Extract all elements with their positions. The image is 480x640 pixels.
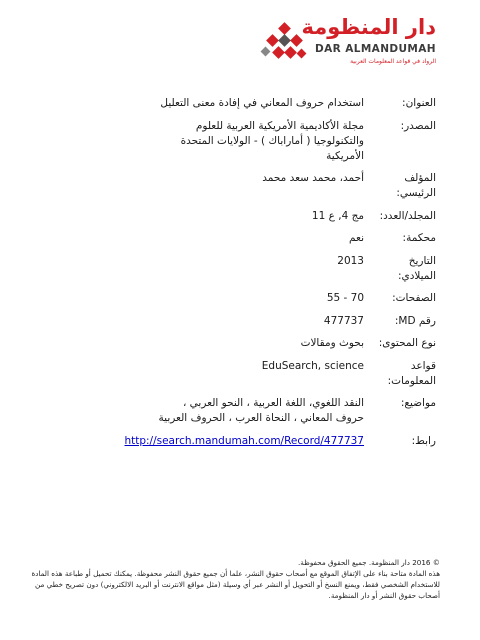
field-volume-issue xyxy=(155,209,436,224)
field-label: المؤلف الرئيسي: xyxy=(396,172,436,199)
field-peer-reviewed xyxy=(155,231,436,246)
field-label: التاريخ الميلادي: xyxy=(397,254,436,282)
field-value: 55 - 70 xyxy=(326,292,364,304)
field-link xyxy=(124,434,436,449)
record-metadata xyxy=(124,96,436,456)
copyright-line: © 2016 دار المنظومة. جميع الحقوق محفوظة. xyxy=(297,558,440,567)
field-value: 477737 xyxy=(323,314,364,327)
logo-english-text: DAR ALMANDUMAH xyxy=(315,43,436,55)
copyright-footer xyxy=(22,557,440,601)
publisher-logo xyxy=(270,12,440,74)
field-value: بحوث ومقالات xyxy=(300,337,364,349)
field-label: المجلد/العدد: xyxy=(379,209,436,222)
field-pages xyxy=(155,291,436,306)
rights-notice: هذه المادة متاحة بناء على الإتفاق الموقع مع أصحاب حقوق النشر، علما أن جميع حقوق النشر محفوظة. يمكنك تحميل أو طباعة هذه المادة للاستخدام الشخصي فقط، ويمنع النسخ أو التحويل أو النشر عبر أي وسيلة (مثل مواقع الانترنت أو البريد الالكتروني) دون تصريح خطي من أصحاب حقوق النشر أو دار المنظومة. xyxy=(31,569,440,600)
field-value: مجلة الأكاديمية الأمريكية العربية للعلوم والتكنولوجيا ( أماراباك ) - الولايات المتحدة الأمريكية xyxy=(180,119,364,162)
field-author xyxy=(155,171,436,201)
field-label: العنوان: xyxy=(402,97,436,109)
field-label: نوع المحتوى: xyxy=(378,337,436,349)
field-date xyxy=(155,254,436,284)
field-value: النقد اللغوي، اللغة العربية ، النحو العربي ، حروف المعاني ، النحاة العرب ، الحروف العربية xyxy=(158,397,364,424)
record-link[interactable]: http://search.mandumah.com/Record/477737 xyxy=(124,434,364,447)
field-subjects xyxy=(155,396,436,426)
field-label: رابط: xyxy=(411,434,436,447)
field-value: أحمد، محمد سعد محمد xyxy=(262,172,364,184)
field-label: مواضيع: xyxy=(400,397,436,409)
logo-tagline: الرواد في قواعد المعلومات العربية xyxy=(350,58,436,65)
field-label: قواعد المعلومات: xyxy=(387,359,436,387)
field-md-number xyxy=(155,314,436,329)
field-title xyxy=(155,96,436,111)
field-value: EduSearch, science xyxy=(261,359,364,372)
field-source xyxy=(155,119,436,164)
field-content-type xyxy=(155,336,436,351)
field-value: استخدام حروف المعاني في إفادة معنى التعليل xyxy=(160,97,364,109)
field-label: الصفحات: xyxy=(392,292,436,304)
field-value: نعم xyxy=(349,232,364,244)
field-label: المصدر: xyxy=(400,119,436,132)
field-value: مج 4, ع 11 xyxy=(311,209,364,222)
field-value: 2013 xyxy=(337,254,364,267)
field-label: محكمة: xyxy=(402,232,436,244)
field-label: رقم MD: xyxy=(394,314,436,327)
logo-arabic-text: دار المنظومة xyxy=(301,15,436,39)
field-databases xyxy=(155,359,436,389)
